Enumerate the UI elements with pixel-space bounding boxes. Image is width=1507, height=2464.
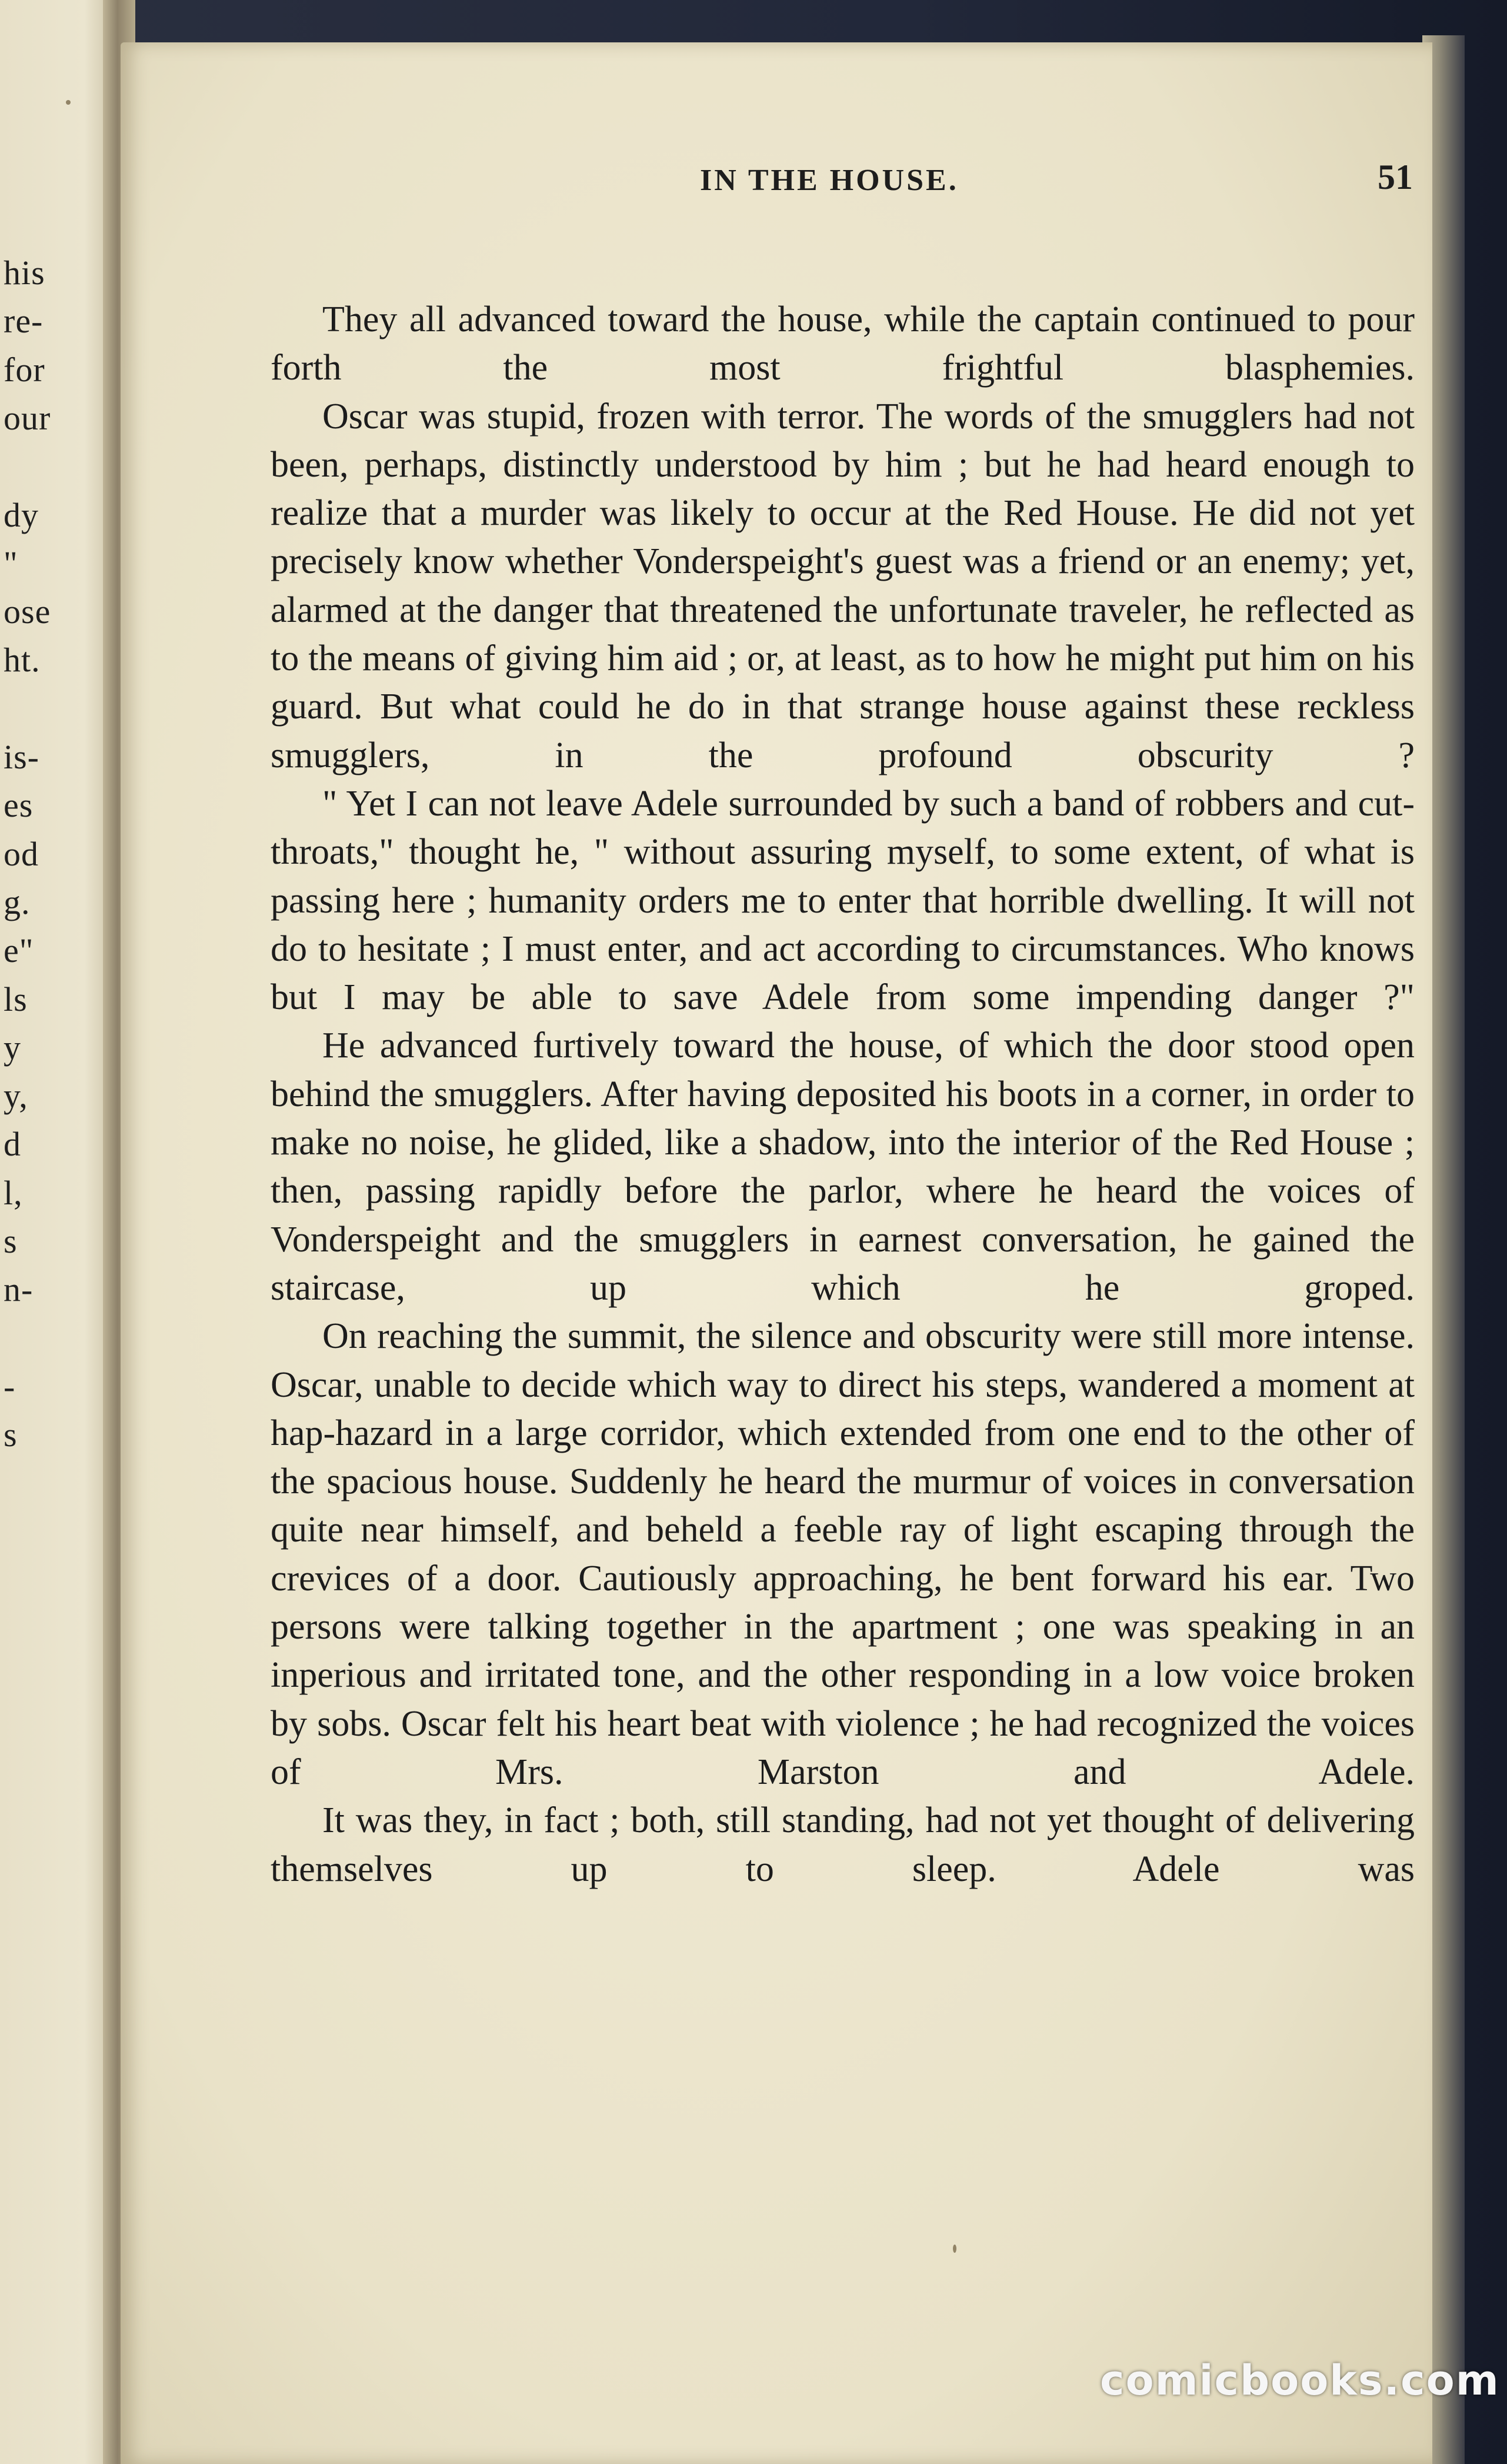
left-page-fragment: y [4,1028,21,1067]
paragraph: " Yet I can not leave Adele surrounded by such a band of robbers and cut-throats," thought he, " without assuring myself, to some extent, of what is passing here ; humanity orders me to enter that horrible dwelling. It will not do to hesitate ; I must enter, and act according to circumstances. Who knows but I may be able to save Adele from some impending danger ?" [271,783,1415,1018]
paragraph: Oscar was stupid, frozen with terror. The words of the smugglers had not been, perhaps, distinctly understood by him ; but he had heard enough to realize that a murder was likely to occur at the Red House. He did not yet precisely know whether Vonderspeight's guest was a friend or an enemy; yet, alarmed at the danger that threatened the unfortunate traveler, he reflected as to the means of giving him aid ; or, at least, as to how he might put him on his guard. But what could he do in that strange house against these reckless smugglers, in the profound obscurity ? [271,396,1415,775]
paragraph: On reaching the summit, the silence and obscurity were still more intense. Oscar, unable to decide which way to direct his steps, wandered a moment at hap-hazard in a large corridor, which extended from one end to the other of the spacious house. Suddenly he heard the murmur of voices in conversation quite near himself, and beheld a feeble ray of light escaping through the crevices of a door. Cautiously approaching, he bent forward his ear. Two persons were talking together in the apartment ; one was speaking in an inperious and irritated tone, and the other responding in a low voice broken by sobs. Oscar felt his heart beat with violence ; he had recognized the voices of Mrs. Marston and Adele. [271,1316,1415,1792]
paragraph: They all advanced toward the house, while the captain continued to pour forth the most frightful blasphemies. [271,299,1415,388]
left-page-fragment: re- [4,302,44,341]
page-number: 51 [1378,158,1413,197]
left-page-fragment: od [4,834,39,873]
left-page-fragment: e" [4,931,34,970]
watermark: comicbooks.com [1100,2356,1500,2405]
left-page-fragment: s [4,1416,18,1454]
paper-speck [66,100,71,105]
left-page-fragment: " [4,544,18,582]
running-head: IN THE HOUSE. [700,164,959,197]
left-page-fragment: is- [4,738,39,776]
left-page-fragment: l, [4,1173,23,1212]
left-page-fragment: ls [4,980,28,1018]
left-page-fragment: y, [4,1077,28,1116]
left-page-fragment: dy [4,495,39,534]
left-page-fragment: d [4,1125,21,1164]
left-page-fragment: his [4,254,45,292]
left-page-fragment: es [4,786,34,825]
paper-speck [953,2245,956,2253]
left-page-fragment: our [4,398,51,437]
left-page-fragment: ht. [4,641,41,680]
paragraph: It was they, in fact ; both, still standing, had not yet thought of delivering themselves up to sleep. Adele was [271,1800,1415,1889]
left-page-fragment: s [4,1222,18,1260]
left-page-fragment: for [4,350,45,389]
left-page-fragment: g. [4,883,31,921]
right-page [121,42,1432,2464]
left-page-fragment: - [4,1367,16,1406]
page-header [121,158,1432,210]
paragraph: He advanced furtively toward the house, of which the door stood open behind the smugglers. After having deposited his boots in a corner, in order to make no noise, he glided, like a shadow, into the interior of the Red House ; then, passing rapidly before the parlor, where he heard the voices of Vonderspeight and the smugglers in earnest conversation, he gained the staircase, up which he groped. [271,1025,1415,1308]
left-page-fragment: n- [4,1270,34,1309]
left-page-fragment: ose [4,592,51,631]
body-text [271,295,1415,1893]
